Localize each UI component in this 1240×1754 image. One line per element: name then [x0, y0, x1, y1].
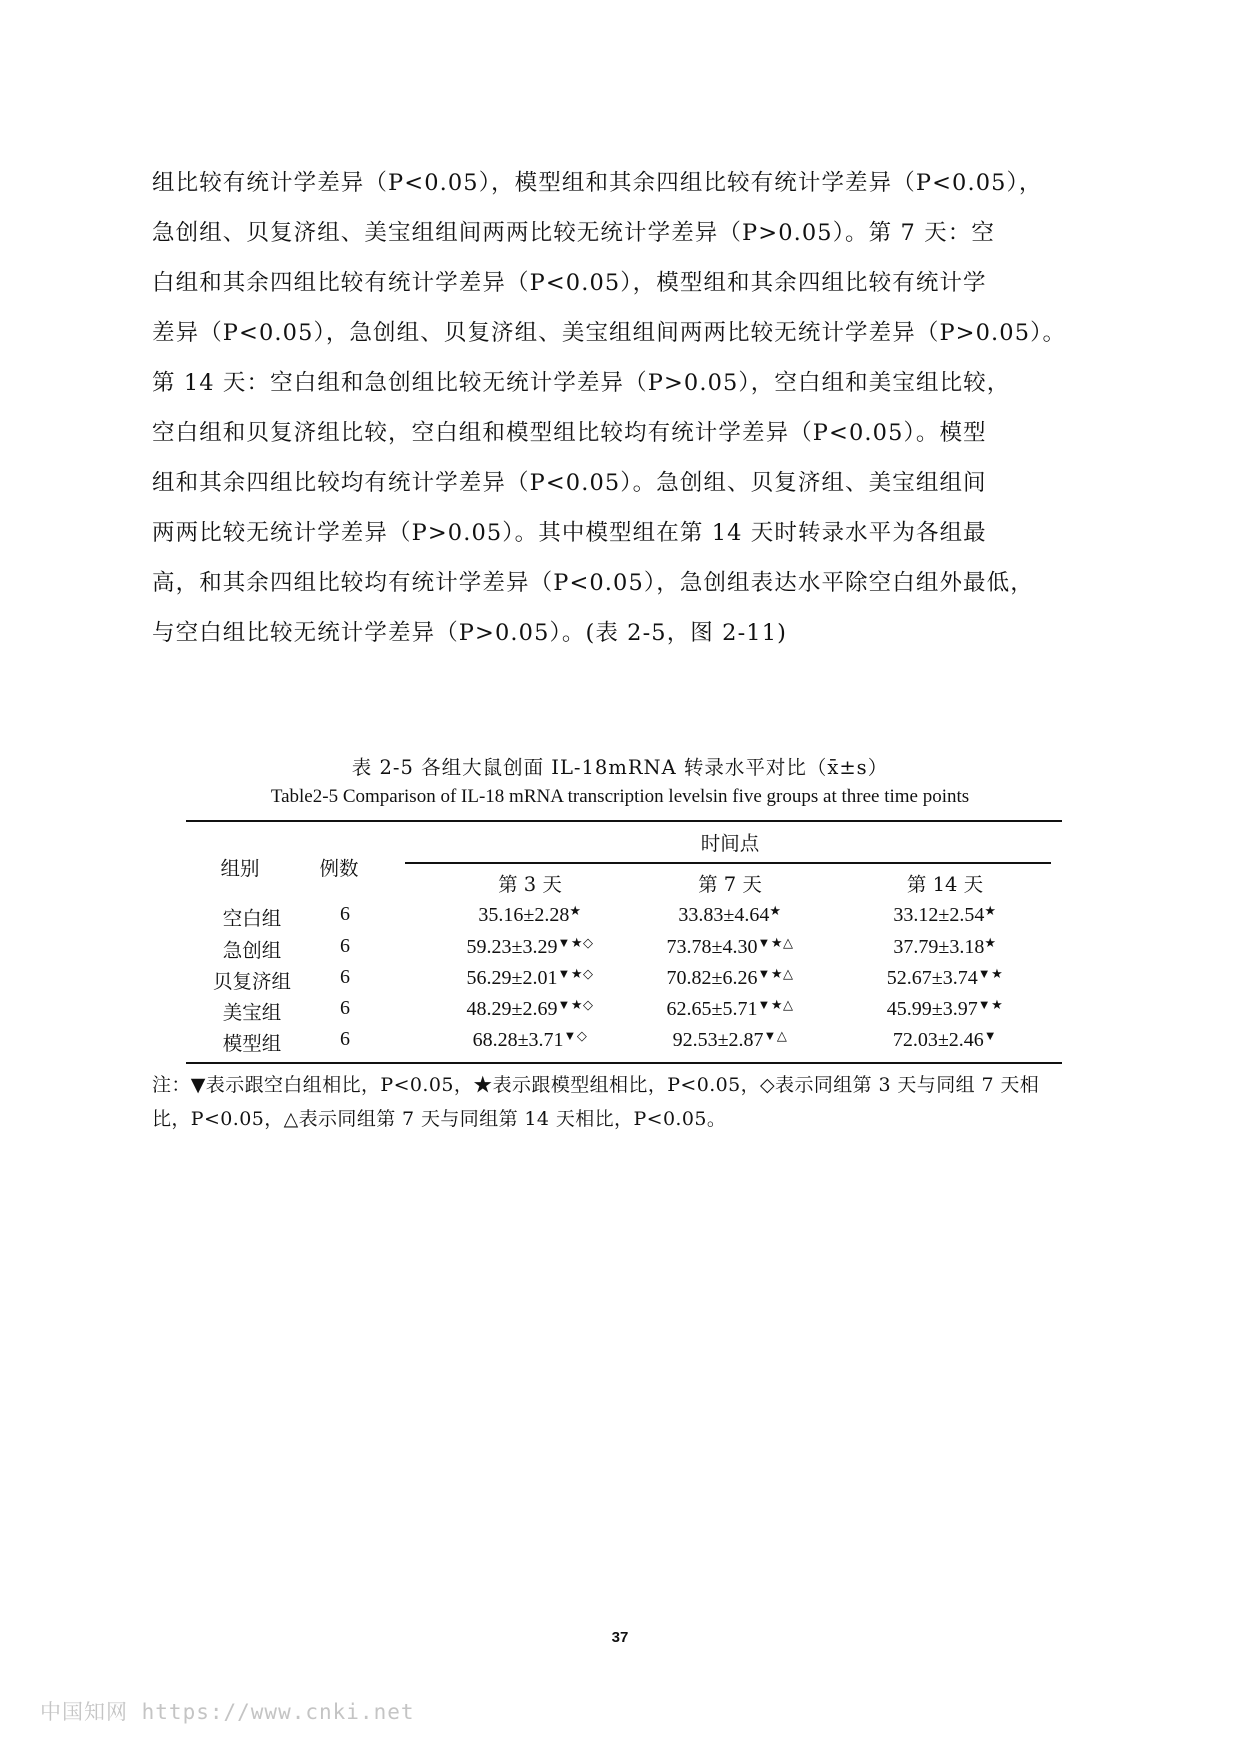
header-day-1: 第 3 天 — [498, 873, 562, 896]
paragraph-line: 急创组、贝复济组、美宝组组间两两比较无统计学差异（P>0.05）。第 7 天：空 — [152, 220, 995, 246]
significance-marks: ▼★◇ — [557, 997, 594, 1012]
paragraph-line: 两两比较无统计学差异（P>0.05）。其中模型组在第 14 天时转录水平为各组最 — [152, 520, 987, 546]
row-group-label: 贝复济组 — [212, 970, 292, 993]
table-caption-cn: 表 2-5 各组大鼠创面 IL-18mRNA 转录水平对比（x̄±s） — [351, 756, 889, 779]
value-cell — [666, 935, 793, 959]
value-cell — [673, 1028, 788, 1052]
value-cell — [666, 997, 793, 1021]
paragraph-line: 第 14 天：空白组和急创组比较无统计学差异（P>0.05），空白组和美宝组比较， — [152, 370, 1011, 396]
paragraph-line: 空白组和贝复济组比较，空白组和模型组比较均有统计学差异（P<0.05）。模型 — [152, 420, 987, 446]
mean-sd-value: 48.29±2.69 — [466, 998, 558, 1020]
significance-marks: ★ — [569, 903, 582, 918]
note-line: 比，P<0.05，△表示同组第 7 天与同组第 14 天相比，P<0.05。 — [152, 1108, 727, 1130]
value-cell — [478, 903, 581, 927]
note-line: 注：▼表示跟空白组相比，P<0.05，★表示跟模型组相比，P<0.05，◇表示同组第 3 天与同组 7 天相 — [152, 1074, 1040, 1096]
paragraph-line: 组和其余四组比较均有统计学差异（P<0.05）。急创组、贝复济组、美宝组组间 — [152, 470, 987, 496]
mean-sd-value: 59.23±3.29 — [466, 936, 558, 958]
mean-sd-value: 33.83±4.64 — [678, 904, 770, 926]
row-group-label: 美宝组 — [222, 1001, 282, 1024]
row-group-label: 模型组 — [222, 1032, 282, 1055]
mean-sd-value: 92.53±2.87 — [672, 1029, 764, 1051]
body-paragraph — [152, 158, 1096, 658]
value-cell — [893, 935, 996, 959]
row-n: 6 — [340, 935, 350, 957]
row-n: 6 — [340, 966, 350, 988]
mean-sd-value: 45.99±3.97 — [886, 998, 978, 1020]
significance-marks: ▼★◇ — [557, 966, 594, 981]
row-group-label: 急创组 — [222, 939, 282, 962]
paragraph-line: 差异（P<0.05），急创组、贝复济组、美宝组组间两两比较无统计学差异（P>0.05）。 — [152, 320, 1067, 346]
paragraph-line: 白组和其余四组比较有统计学差异（P<0.05），模型组和其余四组比较有统计学 — [152, 270, 987, 296]
mean-sd-value: 62.65±5.71 — [666, 998, 758, 1020]
page-number: 37 — [611, 1629, 629, 1646]
paragraph-line: 与空白组比较无统计学差异（P>0.05）。(表 2-5，图 2-11) — [152, 620, 787, 646]
value-cell — [473, 1028, 588, 1052]
header-day-2: 第 7 天 — [698, 873, 762, 896]
value-cell — [887, 966, 1004, 990]
value-cell — [893, 903, 996, 927]
header-group: 组别 — [220, 857, 260, 880]
mean-sd-value: 72.03±2.46 — [892, 1029, 984, 1051]
row-n: 6 — [340, 1028, 350, 1050]
header-n: 例数 — [319, 857, 359, 880]
mean-sd-value: 70.82±6.26 — [666, 967, 758, 989]
watermark: 中国知网 https://www.cnki.net — [40, 1700, 415, 1724]
value-cell — [666, 966, 793, 990]
mean-sd-value: 68.28±3.71 — [472, 1029, 564, 1051]
value-cell — [678, 903, 781, 927]
significance-marks: ★ — [769, 903, 782, 918]
significance-marks: ★ — [984, 903, 997, 918]
value-cell — [893, 1028, 997, 1052]
mean-sd-value: 52.67±3.74 — [886, 967, 978, 989]
time-header-rule — [405, 862, 1051, 864]
mean-sd-value: 73.78±4.30 — [666, 936, 758, 958]
significance-marks: ▼★ — [977, 966, 1004, 981]
significance-marks: ★ — [984, 935, 997, 950]
row-group-label: 空白组 — [222, 907, 282, 930]
significance-marks: ▼★◇ — [557, 935, 594, 950]
value-cell — [466, 966, 593, 990]
row-n: 6 — [340, 903, 350, 925]
significance-marks: ▼★△ — [757, 997, 794, 1012]
significance-marks: ▼★△ — [757, 935, 794, 950]
value-cell — [466, 935, 593, 959]
header-time: 时间点 — [700, 832, 760, 855]
table-bottom-rule — [186, 1062, 1062, 1064]
paragraph-line: 组比较有统计学差异（P<0.05），模型组和其余四组比较有统计学差异（P<0.05）， — [152, 170, 1043, 196]
table-note — [152, 1068, 1096, 1136]
row-n: 6 — [340, 997, 350, 1019]
mean-sd-value: 35.16±2.28 — [478, 904, 570, 926]
table-top-rule — [186, 820, 1062, 822]
mean-sd-value: 56.29±2.01 — [466, 967, 558, 989]
significance-marks: ▼★△ — [757, 966, 794, 981]
paragraph-line: 高，和其余四组比较均有统计学差异（P<0.05），急创组表达水平除空白组外最低， — [152, 570, 1034, 596]
significance-marks: ▼★ — [977, 997, 1004, 1012]
mean-sd-value: 37.79±3.18 — [893, 936, 985, 958]
significance-marks: ▼△ — [763, 1028, 788, 1043]
value-cell — [887, 997, 1004, 1021]
table-caption-en: Table2-5 Comparison of IL-18 mRNA transcription levelsin five groups at three time points — [270, 786, 970, 807]
significance-marks: ▼ — [983, 1028, 998, 1043]
header-day-3: 第 14 天 — [906, 873, 984, 896]
value-cell — [466, 997, 593, 1021]
significance-marks: ▼◇ — [563, 1028, 588, 1043]
mean-sd-value: 33.12±2.54 — [893, 904, 985, 926]
